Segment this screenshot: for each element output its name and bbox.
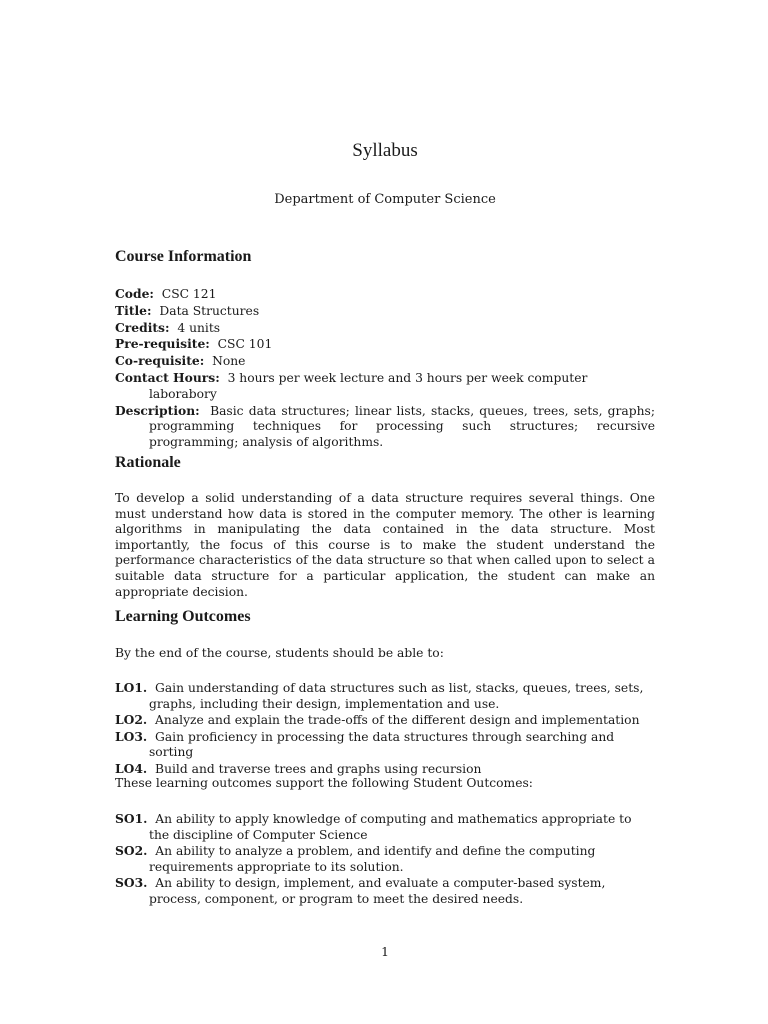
info-value: Data Structures <box>159 303 260 318</box>
info-value: 4 units <box>177 320 221 335</box>
learning-outcomes-heading: Learning Outcomes <box>115 608 251 625</box>
page-number: 1 <box>381 945 389 959</box>
document-page <box>115 0 655 1024</box>
info-row-prerequisite <box>115 336 655 353</box>
info-key: Title: <box>115 302 152 318</box>
info-row-code <box>115 286 655 303</box>
info-row-corequisite <box>115 353 655 370</box>
info-value: CSC 101 <box>217 337 273 352</box>
student-outcome-item <box>115 811 655 843</box>
learning-outcome-item <box>115 680 655 712</box>
outcome-text: Gain proficiency in processing the data structures through searching and sorting <box>149 729 615 760</box>
outcome-text: Analyze and explain the trade-offs of the different design and implementation <box>155 713 640 728</box>
info-key: Contact Hours: <box>115 369 220 385</box>
info-key: Co-requisite: <box>115 353 205 369</box>
outcome-code: LO1. <box>115 680 148 695</box>
outcome-code: SO1. <box>115 811 148 826</box>
info-key: Code: <box>115 286 154 301</box>
outcome-code: LO2. <box>115 712 148 728</box>
info-value: Basic data structures; linear lists, stacks, queues, trees, sets, graphs; programming techniques for processing such structures; recursive programming; analysis of algorithms. <box>149 403 655 450</box>
document-title: Syllabus <box>352 140 418 161</box>
outcome-code: SO2. <box>115 843 148 859</box>
info-key: Pre-requisite: <box>115 336 210 352</box>
info-key: Description: <box>115 402 200 418</box>
info-key: Credits: <box>115 319 170 335</box>
learning-outcome-item <box>115 712 655 729</box>
info-row-credits <box>115 320 655 337</box>
student-outcome-item <box>115 843 655 875</box>
info-row-description <box>115 403 655 451</box>
learning-outcomes-intro: By the end of the course, students should be able to: <box>115 646 444 660</box>
info-value: 3 hours per week lecture and 3 hours per week computer laborabory <box>149 370 588 401</box>
outcome-text: Build and traverse trees and graphs using recursion <box>155 761 482 776</box>
department-name: Department of Computer Science <box>274 192 496 207</box>
info-row-title <box>115 303 655 320</box>
info-value: CSC 121 <box>161 287 217 301</box>
outcome-text: Gain understanding of data structures such as list, stacks, queues, trees, sets, graphs, including their design, implementation and use. <box>149 681 644 711</box>
rationale-heading: Rationale <box>115 454 181 471</box>
outcome-text: An ability to apply knowledge of computing and mathematics appropriate to the discipline of Computer Science <box>149 812 632 842</box>
outcome-code: LO3. <box>115 728 148 744</box>
rationale-paragraph: To develop a solid understanding of a data structure requires several things. One must understand how data is stored in the computer memory. The other is learning algorithms in manipulating the data contained in the data structure. Most importantly, the focus of this course is to make the student understand the performance characteristics of the data structure so that when called upon to select a suitable data structure for a particular application, the student can make an appropriate decision. <box>115 491 655 599</box>
student-outcome-item <box>115 875 655 907</box>
course-information-list <box>115 286 655 451</box>
info-value: None <box>212 354 246 369</box>
student-outcomes-intro: These learning outcomes support the following Student Outcomes: <box>115 776 533 790</box>
outcome-text: An ability to design, implement, and evaluate a computer-based system, process, component, or program to meet the desired needs. <box>149 876 606 906</box>
outcome-code: LO4. <box>115 760 148 776</box>
info-row-contact-hours <box>115 370 655 403</box>
course-information-heading: Course Information <box>115 248 252 265</box>
student-outcomes-list <box>115 811 655 908</box>
learning-outcomes-list <box>115 680 655 778</box>
outcome-code: SO3. <box>115 875 148 891</box>
learning-outcome-item <box>115 729 655 761</box>
outcome-text: An ability to analyze a problem, and identify and define the computing requirements appropriate to its solution. <box>149 844 596 874</box>
